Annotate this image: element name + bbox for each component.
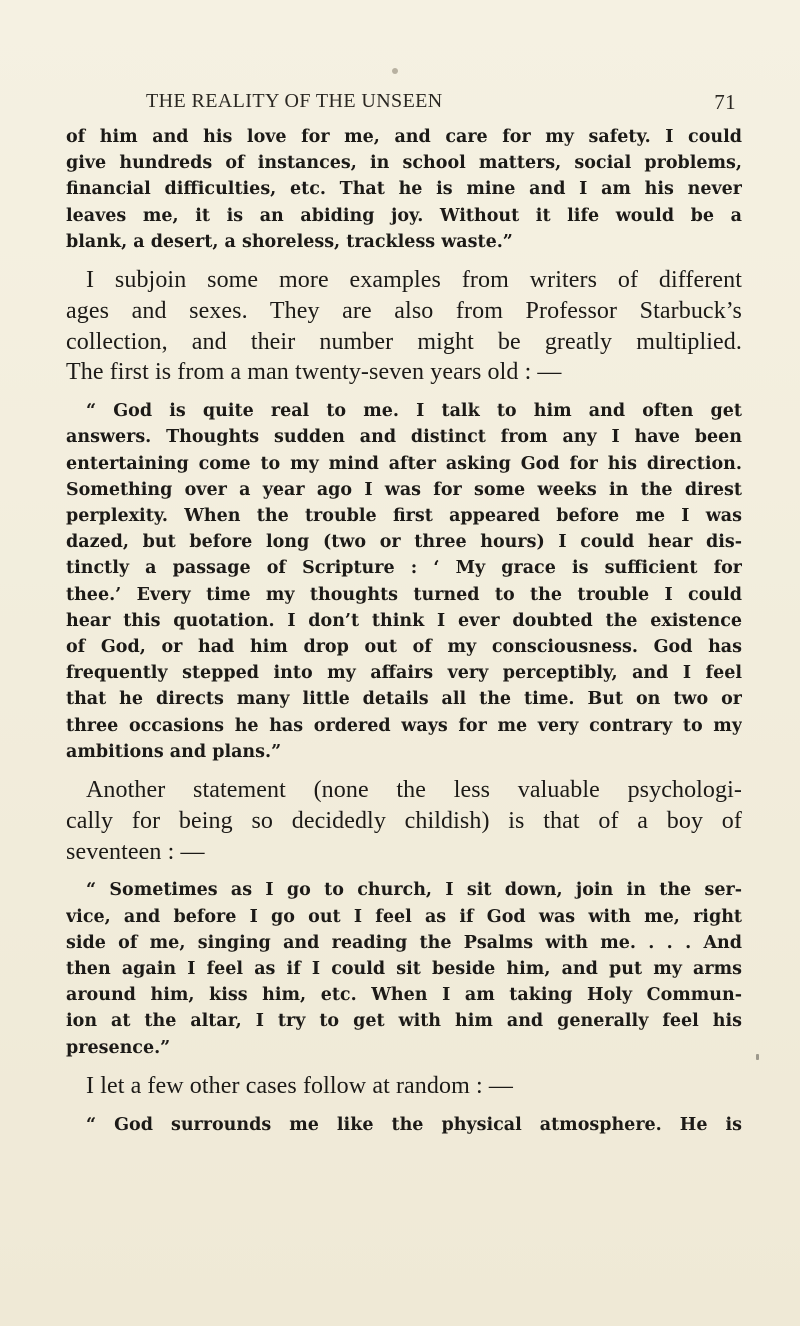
text-line: of God, or had him drop out of my consciousness. God has — [66, 637, 742, 658]
text-line: ion at the altar, I try to get with him and generally feel his — [66, 1011, 742, 1032]
text-line: Another statement (none the less valuable psychologi- — [86, 777, 742, 804]
text-line: then again I feel as if I could sit beside him, and put my arms — [66, 959, 742, 980]
text-line: seventeen : — — [66, 838, 205, 865]
text-line: give hundreds of instances, in school matters, social problems, — [66, 153, 742, 174]
text-line: vice, and before I go out I feel as if God was with me, right — [66, 906, 742, 927]
text-line: cally for being so decidedly childish) is that of a boy of — [66, 807, 742, 834]
text-line: ages and sexes. They are also from Professor Starbuck’s — [66, 297, 742, 324]
running-title: THE REALITY OF THE UNSEEN — [146, 90, 443, 112]
author-paragraph — [66, 265, 742, 388]
page-number: 71 — [714, 90, 736, 114]
text-line: leaves me, it is an abiding joy. Without it life would be a — [66, 205, 742, 226]
quoted-extract — [66, 877, 742, 1060]
text-line: thee.’ Every time my thoughts turned to the trouble I could — [66, 584, 742, 605]
text-line: that he directs many little details all the time. But on two or — [66, 689, 742, 710]
text-line: I let a few other cases follow at random : — — [86, 1072, 513, 1099]
quoted-extract — [66, 124, 742, 255]
quoted-extract — [66, 398, 742, 765]
paragraph-gap — [66, 388, 742, 398]
text-line: “ God surrounds me like the physical atmosphere. He is — [86, 1114, 742, 1135]
text-line: perplexity. When the trouble first appeared before me I was — [66, 506, 742, 527]
text-line: financial difficulties, etc. That he is mine and I am his never — [66, 179, 742, 200]
text-line: entertaining come to my mind after asking God for his direction. — [66, 453, 742, 474]
text-line: “ God is quite real to me. I talk to him and often get — [86, 401, 742, 422]
text-line: frequently stepped into my affairs very perceptibly, and I feel — [66, 663, 742, 684]
text-line: ambitions and plans.” — [66, 741, 282, 762]
text-line: hear this quotation. I don’t think I ever doubted the existence — [66, 610, 742, 631]
author-paragraph — [66, 1071, 742, 1102]
text-line: three occasions he has ordered ways for me very contrary to my — [66, 715, 742, 736]
running-head — [66, 90, 736, 116]
author-paragraph — [66, 775, 742, 867]
text-line: “ Sometimes as I go to church, I sit down, join in the ser- — [86, 880, 742, 901]
margin-mark — [756, 1054, 759, 1060]
paragraph-gap — [66, 255, 742, 265]
paragraph-gap — [66, 1061, 742, 1071]
body-text — [66, 124, 742, 1138]
text-line: side of me, singing and reading the Psalms with me. . . . And — [66, 932, 742, 953]
text-line: of him and his love for me, and care for my safety. I could — [66, 127, 742, 147]
text-line: answers. Thoughts sudden and distinct from any I have been — [66, 427, 742, 448]
text-line: I subjoin some more examples from writers of different — [86, 267, 742, 294]
text-line: The first is from a man twenty-seven years old : — — [66, 359, 562, 386]
text-line: dazed, but before long (two or three hours) I could hear dis- — [66, 532, 742, 553]
text-line: blank, a desert, a shoreless, trackless waste.” — [66, 231, 513, 252]
paper-speck — [392, 68, 398, 74]
text-line: presence.” — [66, 1037, 171, 1058]
text-line: collection, and their number might be greatly multiplied. — [66, 328, 742, 355]
text-line: tinctly a passage of Scripture : ‘ My grace is sufficient for — [66, 558, 742, 579]
text-line: around him, kiss him, etc. When I am taking Holy Commun- — [66, 985, 742, 1006]
paragraph-gap — [66, 765, 742, 775]
text-line: Something over a year ago I was for some weeks in the direst — [66, 479, 742, 500]
paragraph-gap — [66, 1102, 742, 1112]
paragraph-gap — [66, 867, 742, 877]
quoted-extract — [66, 1112, 742, 1138]
